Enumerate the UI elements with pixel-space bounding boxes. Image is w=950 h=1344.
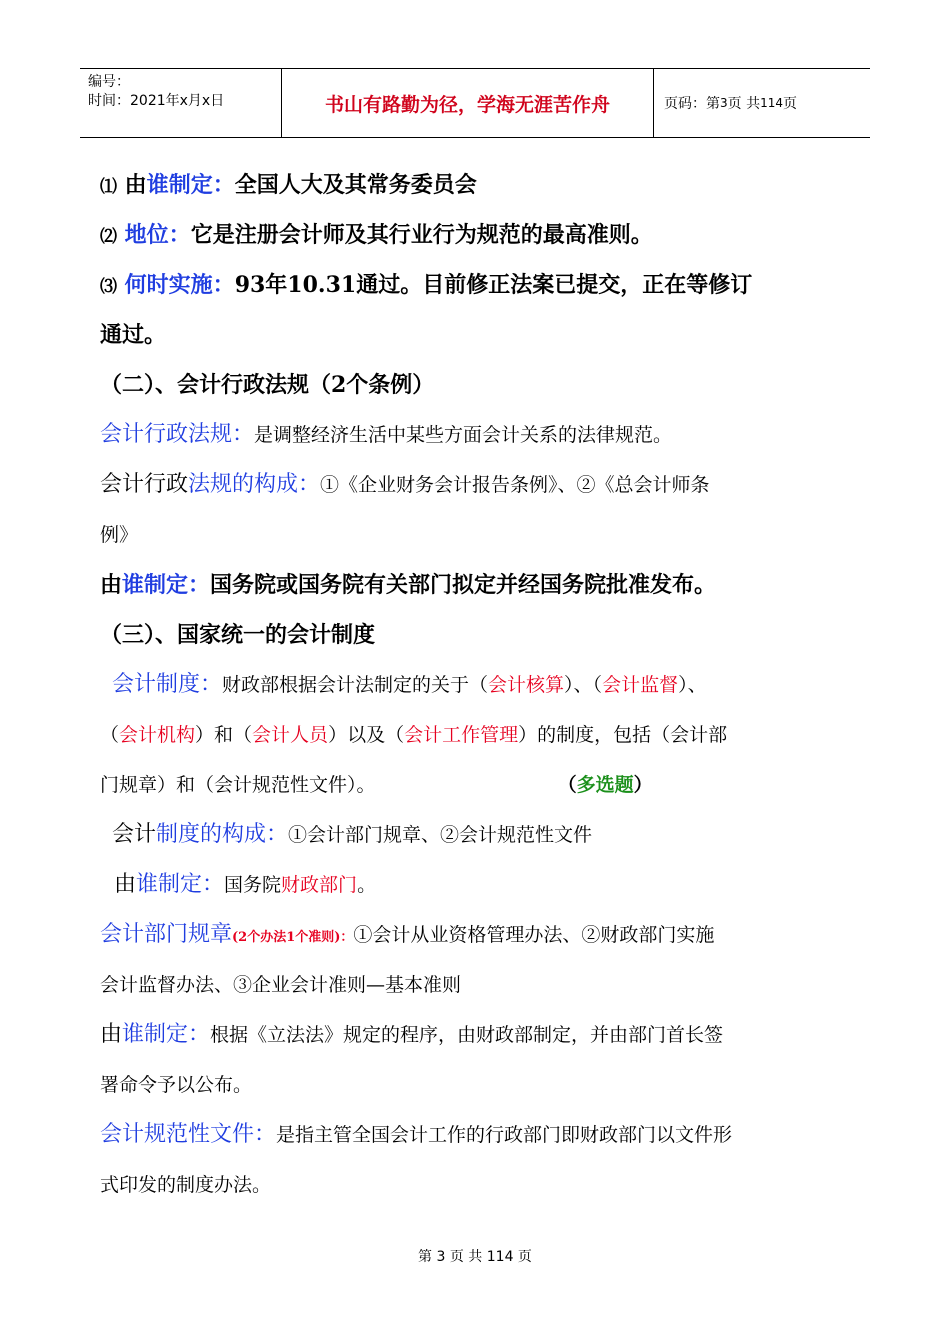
term: 法规的构成：: [188, 472, 321, 497]
text: ）: [633, 774, 653, 796]
text: ）、（: [564, 674, 603, 696]
page-footer: 第 3 页 共 114 页: [418, 1249, 532, 1265]
text: （: [557, 774, 577, 796]
page-suffix: 页: [783, 96, 797, 112]
text: 由: [100, 572, 123, 598]
page-header: [80, 68, 870, 138]
term: 何时实施：: [124, 272, 235, 298]
text: 根据《立法法》规定的程序，由财政部制定，并由部门首长签: [210, 1024, 724, 1046]
text: 会计行政: [100, 472, 189, 497]
multi-choice-tag: 多选题: [576, 774, 634, 796]
highlight: 财政部门: [281, 874, 358, 896]
term: 会计规范性文件：: [100, 1122, 277, 1147]
line-7: [100, 460, 860, 510]
term: 地位：: [124, 222, 191, 248]
line-21: 式印发的制度办法。: [100, 1174, 272, 1196]
highlight: 会计工作管理: [404, 724, 519, 746]
header-page-info: [654, 69, 870, 137]
text: 是调整经济生活中某些方面会计关系的法律规范。: [254, 424, 673, 446]
highlight: (2个办法1个准则)：: [232, 930, 354, 945]
highlight: 会计监督: [602, 674, 679, 696]
text: 93年10.31通过。目前修正法案已提交，正在等修订: [234, 272, 753, 298]
term: 会计部门规章: [100, 922, 233, 947]
line-11: [100, 660, 860, 710]
list-marker: ⑵: [100, 227, 117, 247]
text: ①《企业财务会计报告条例》、②《总会计师条: [320, 474, 710, 496]
text: （: [100, 724, 120, 746]
header-motto: 书山有路勤为径，学海无涯苦作舟: [282, 69, 654, 137]
page-prefix: 页码：第: [664, 96, 720, 112]
line-13: [100, 760, 860, 810]
line-14: [100, 810, 860, 860]
text: ①会计部门规章、②会计规范性文件: [288, 824, 593, 846]
text: 由: [124, 172, 147, 198]
term: 谁制定：: [136, 872, 225, 897]
text: ）的制度，包括（会计部: [518, 724, 728, 746]
section-heading-2: （二）、会计行政法规（2个条例）: [100, 372, 435, 398]
line-12: [100, 710, 860, 760]
highlight: 会计人员: [252, 724, 329, 746]
text: ①会计从业资格管理办法、②财政部门实施: [353, 924, 715, 946]
text: 。: [357, 874, 377, 896]
text: 全国人大及其常务委员会: [234, 172, 477, 198]
highlight: 会计机构: [119, 724, 196, 746]
text: 国务院或国务院有关部门拟定并经国务院批准发布。: [210, 572, 717, 598]
list-marker: ⑴: [100, 177, 117, 197]
text: 国务院: [224, 874, 282, 896]
term: 谁制定：: [122, 1022, 211, 1047]
list-marker: ⑶: [100, 277, 117, 297]
text: 由: [114, 872, 137, 897]
text: ）、: [678, 674, 707, 696]
line-16: [100, 910, 860, 960]
text: 由: [100, 1022, 123, 1047]
document-body: [100, 160, 860, 1210]
line-2: [100, 210, 860, 260]
line-3: [100, 260, 860, 310]
text: 会计: [112, 822, 157, 847]
term: 制度的构成：: [156, 822, 289, 847]
term: 谁制定：: [146, 172, 235, 198]
line-1: [100, 160, 860, 210]
line-20: [100, 1110, 860, 1160]
line-9: [100, 560, 860, 610]
text: ）和（: [195, 724, 253, 746]
line-15: [100, 860, 860, 910]
text: 门规章）和（会计规范性文件）。: [100, 774, 376, 796]
highlight: 会计核算: [488, 674, 565, 696]
line-8: 例》: [100, 524, 139, 546]
header-meta: [80, 69, 282, 137]
line-4: 通过。: [100, 322, 167, 348]
line-17: 会计监督办法、③企业会计准则—基本准则: [100, 974, 462, 996]
line-18: [100, 1010, 860, 1060]
text: 是指主管全国会计工作的行政部门即财政部门以文件形: [276, 1124, 733, 1146]
line-6: [100, 410, 860, 460]
time-label: 时间：2021年x月x日: [88, 93, 225, 109]
term: 谁制定：: [122, 572, 211, 598]
page-number: 3: [720, 96, 728, 110]
text: ）以及（: [328, 724, 405, 746]
term: 会计制度：: [112, 672, 223, 697]
text: 它是注册会计师及其行业行为规范的最高准则。: [190, 222, 653, 248]
line-19: 署命令予以公布。: [100, 1074, 253, 1096]
text: 财政部根据会计法制定的关于（: [222, 674, 489, 696]
term: 会计行政法规：: [100, 422, 255, 447]
page-mid: 页 共: [727, 96, 761, 112]
number-label: 编号：: [88, 74, 130, 90]
page-total: 114: [760, 96, 783, 110]
section-heading-3: （三）、国家统一的会计制度: [100, 622, 376, 648]
